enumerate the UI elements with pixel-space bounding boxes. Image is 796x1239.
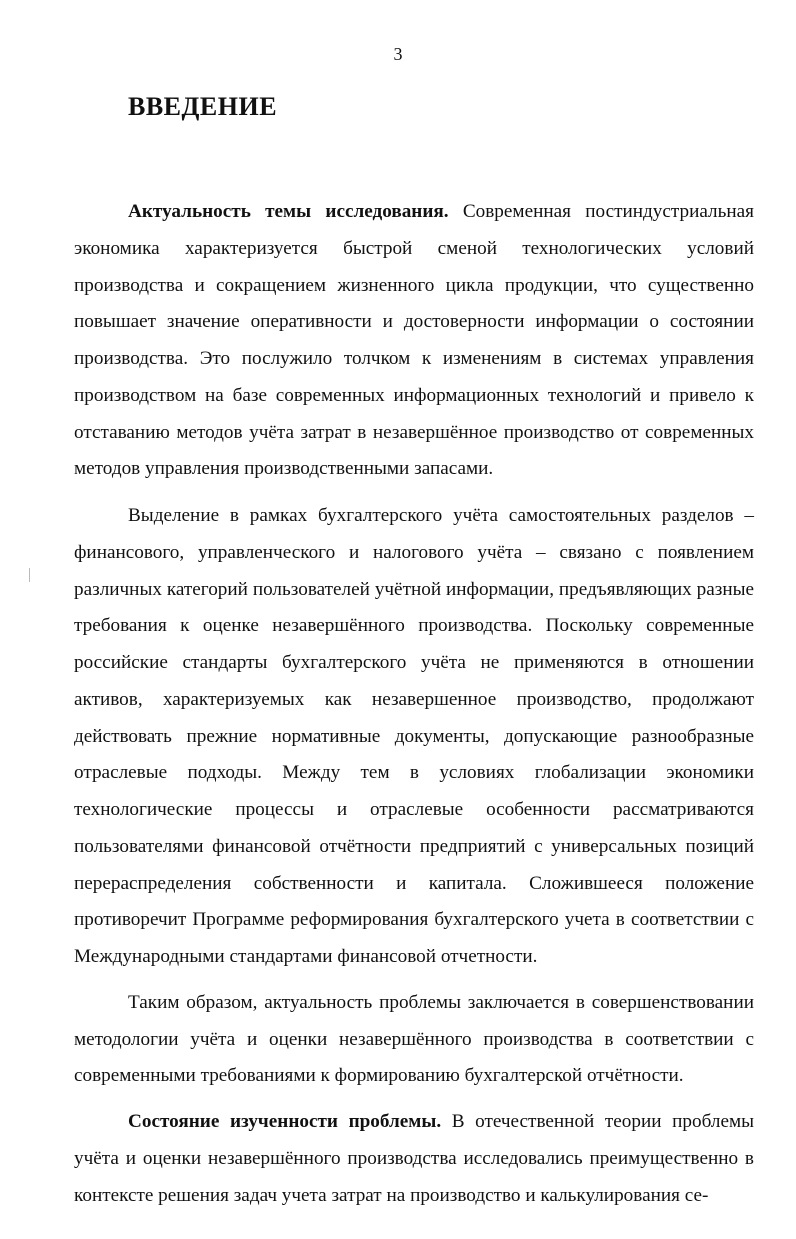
page-number: 3 [393,44,403,64]
paragraph-state-of-research [74,1104,754,1214]
paragraph-conclusion [74,985,754,1095]
page-title: ВВЕДЕНИЕ [128,92,278,121]
paragraph-text: Современная постиндустриальная экономика характеризуется быстрой сменой технологических условий производства и сокращением жизненного цикла продукции, что существенно повышает значение оперативности и достоверности информации о состоянии производства. Это послужило толчком к изменениям в системах управления производством на базе современных информационных технологий и привело к отставанию методов учёта затрат в незавершённое производство от современных методов управления производственными запасами. [74,201,754,480]
paragraph-text: Таким образом, актуальность проблемы заключается в совершенствовании методологии учёта и оценки незавершённого производства в соответствии с современными требованиями к формированию бухгалтерской отчётности. [74,991,754,1087]
document-body [74,194,754,1214]
paragraph-relevance [74,194,754,488]
paragraph-text: В отечественной теории проблемы учёта и оценки незавершённого производства исследовались преимущественно в контексте решения задач учета затрат на производство и калькулирования се- [74,1111,754,1206]
paragraph-lead: Состояние изученности проблемы. [128,1111,442,1132]
paragraph-lead: Актуальность темы исследования. [128,201,449,222]
margin-mark [29,568,30,582]
paragraph-accounting-sections [74,498,754,976]
paragraph-text: Выделение в рамках бухгалтерского учёта самостоятельных разделов – финансового, управленческого и налогового учёта – связано с появлением различных категорий пользователей учётной информации, предъявляющих разные требования к оценке незавершённого производства. Поскольку современные российские стандарты бухгалтерского учёта не применяются в отношении активов, характеризуемых как незавершенное производство, продолжают действовать прежние нормативные документы, допускающие разнообразные отраслевые подходы. Между тем в условиях глобализации экономики технологические процессы и отраслевые особенности рассматриваются пользователями финансовой отчётности предприятий с универсальных позиций перераспределения собственности и капитала. Сложившееся положение противоречит Программе реформирования бухгалтерского учета в соответствии с Международными стандартами финансовой отчетности. [74,505,754,967]
